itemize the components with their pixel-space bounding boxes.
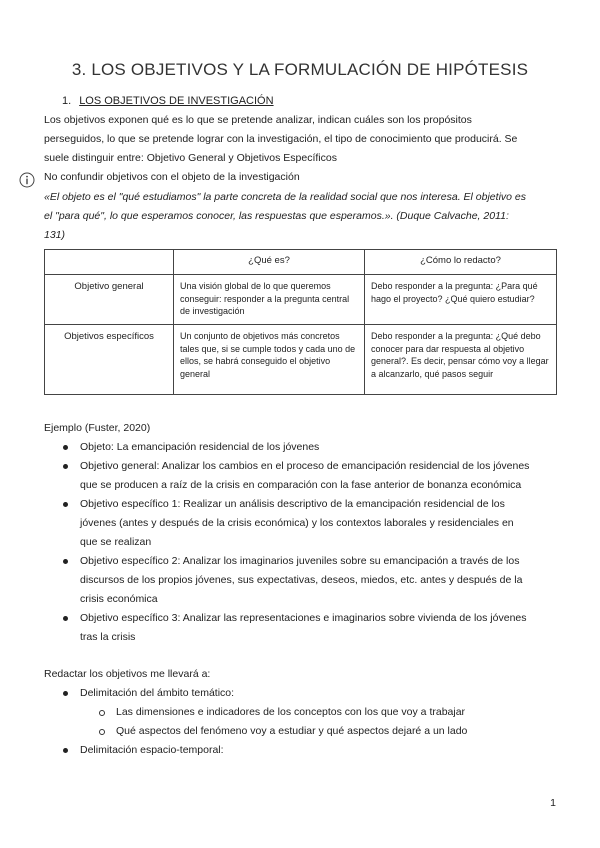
row-label: Objetivo general xyxy=(45,275,174,325)
quote-block xyxy=(44,188,564,245)
quote-line: 131) xyxy=(44,229,66,241)
quote-line: «El objeto es el "qué estudiamos" la parte concreta de la realidad social que nos interesa. El objetivo es xyxy=(44,191,526,203)
list-item-line: crisis económica xyxy=(80,593,158,605)
table-row xyxy=(45,325,557,395)
bullet xyxy=(63,445,68,450)
redactar-list xyxy=(80,684,560,703)
redactar-sublist xyxy=(116,703,556,741)
table-row xyxy=(45,275,557,325)
redactar-heading: Redactar los objetivos me llevará a: xyxy=(44,668,211,680)
table-cell: Un conjunto de objetivos más concretos tales que, si se cumple todos y cada uno de ellos, se habrá conseguido el objetivo general xyxy=(174,325,365,395)
objectives-table xyxy=(44,249,557,395)
list-item-line: que se producen a raíz de la crisis en comparación con la fase anterior de bonanza económica xyxy=(80,479,522,491)
table-cell: Una visión global de lo que queremos conseguir: responder a la pregunta central de investigación xyxy=(174,275,365,325)
list-item-line: Las dimensiones e indicadores de los conceptos con los que voy a trabajar xyxy=(116,706,466,718)
list-item-line: Objetivo general: Analizar los cambios en el proceso de emancipación residencial de los jóvenes xyxy=(80,460,530,472)
section-number: 1. xyxy=(62,95,72,107)
sub-bullet xyxy=(99,710,105,716)
intro-line: perseguidos, lo que se pretende lograr con la investigación, el tipo de conocimiento que producirá. Se xyxy=(44,133,518,145)
list-item-line: Objetivo específico 2: Analizar los imaginarios juveniles sobre su emancipación a través de los xyxy=(80,555,520,567)
example-heading: Ejemplo (Fuster, 2020) xyxy=(44,422,151,434)
section-heading xyxy=(62,95,274,107)
table-cell: Debo responder a la pregunta: ¿Qué debo conocer para dar respuesta al objetivo general?. Es decir, pensar cómo voy a llegar a alcanzarlo, qué pasos seguir xyxy=(365,325,557,395)
bullet xyxy=(63,464,68,469)
list-item-line: Objetivo específico 3: Analizar las representaciones e imaginarios sobre vivienda de los jóvenes xyxy=(80,612,527,624)
list-item xyxy=(80,609,560,647)
list-item-line: Delimitación del ámbito temático: xyxy=(80,687,235,699)
list-item xyxy=(80,741,560,760)
list-item xyxy=(80,438,560,457)
list-item-line: Delimitación espacio-temporal: xyxy=(80,744,224,756)
list-item xyxy=(80,684,560,703)
bullet xyxy=(63,502,68,507)
list-item-line: Qué aspectos del fenómeno voy a estudiar y qué aspectos dejaré a un lado xyxy=(116,725,468,737)
table-header-cell xyxy=(45,250,174,275)
section-label: LOS OBJETIVOS DE INVESTIGACIÓN xyxy=(79,95,274,107)
list-item-line: Objetivo específico 1: Realizar un análisis descriptivo de la emancipación residencial de los xyxy=(80,498,505,510)
table-header-cell: ¿Qué es? xyxy=(174,250,365,275)
list-item-line: Objeto: La emancipación residencial de los jóvenes xyxy=(80,441,320,453)
bullet xyxy=(63,559,68,564)
bullet xyxy=(63,691,68,696)
list-item xyxy=(80,495,560,552)
table-header-row xyxy=(45,250,557,275)
sub-list-item xyxy=(116,722,556,741)
list-item-line: jóvenes (antes y después de la crisis económica) y los contextos laborales y residenciales en xyxy=(80,517,514,529)
info-icon xyxy=(19,172,35,188)
page-number: 1 xyxy=(550,797,556,809)
list-item-line: que se realizan xyxy=(80,536,152,548)
row-label: Objetivos específicos xyxy=(45,325,174,395)
intro-line: suele distinguir entre: Objetivo General y Objetivos Específicos xyxy=(44,152,337,164)
intro-paragraph xyxy=(44,111,564,168)
list-item-line: tras la crisis xyxy=(80,631,136,643)
table-cell: Debo responder a la pregunta: ¿Para qué hago el proyecto? ¿Qué quiero estudiar? xyxy=(365,275,557,325)
sub-list-item xyxy=(116,703,556,722)
bullet xyxy=(63,616,68,621)
list-item xyxy=(80,457,560,495)
sub-bullet xyxy=(99,729,105,735)
page-title: 3. LOS OBJETIVOS Y LA FORMULACIÓN DE HIPÓTESIS xyxy=(71,60,529,79)
example-list xyxy=(80,438,560,647)
table-header-cell: ¿Cómo lo redacto? xyxy=(365,250,557,275)
quote-line: el "para qué", lo que esperamos conocer, las respuestas que esperamos.». (Duque Calvache, 2011: xyxy=(44,210,509,222)
intro-line: Los objetivos exponen qué es lo que se pretende analizar, indican cuáles son los propósitos xyxy=(44,114,472,126)
redactar-list-2 xyxy=(80,741,560,760)
note-text: No confundir objetivos con el objeto de la investigación xyxy=(44,171,300,183)
list-item xyxy=(80,552,560,609)
list-item-line: discursos de los propios jóvenes, sus expectativas, deseos, miedos, etc. antes y después de la xyxy=(80,574,523,586)
bullet xyxy=(63,748,68,753)
